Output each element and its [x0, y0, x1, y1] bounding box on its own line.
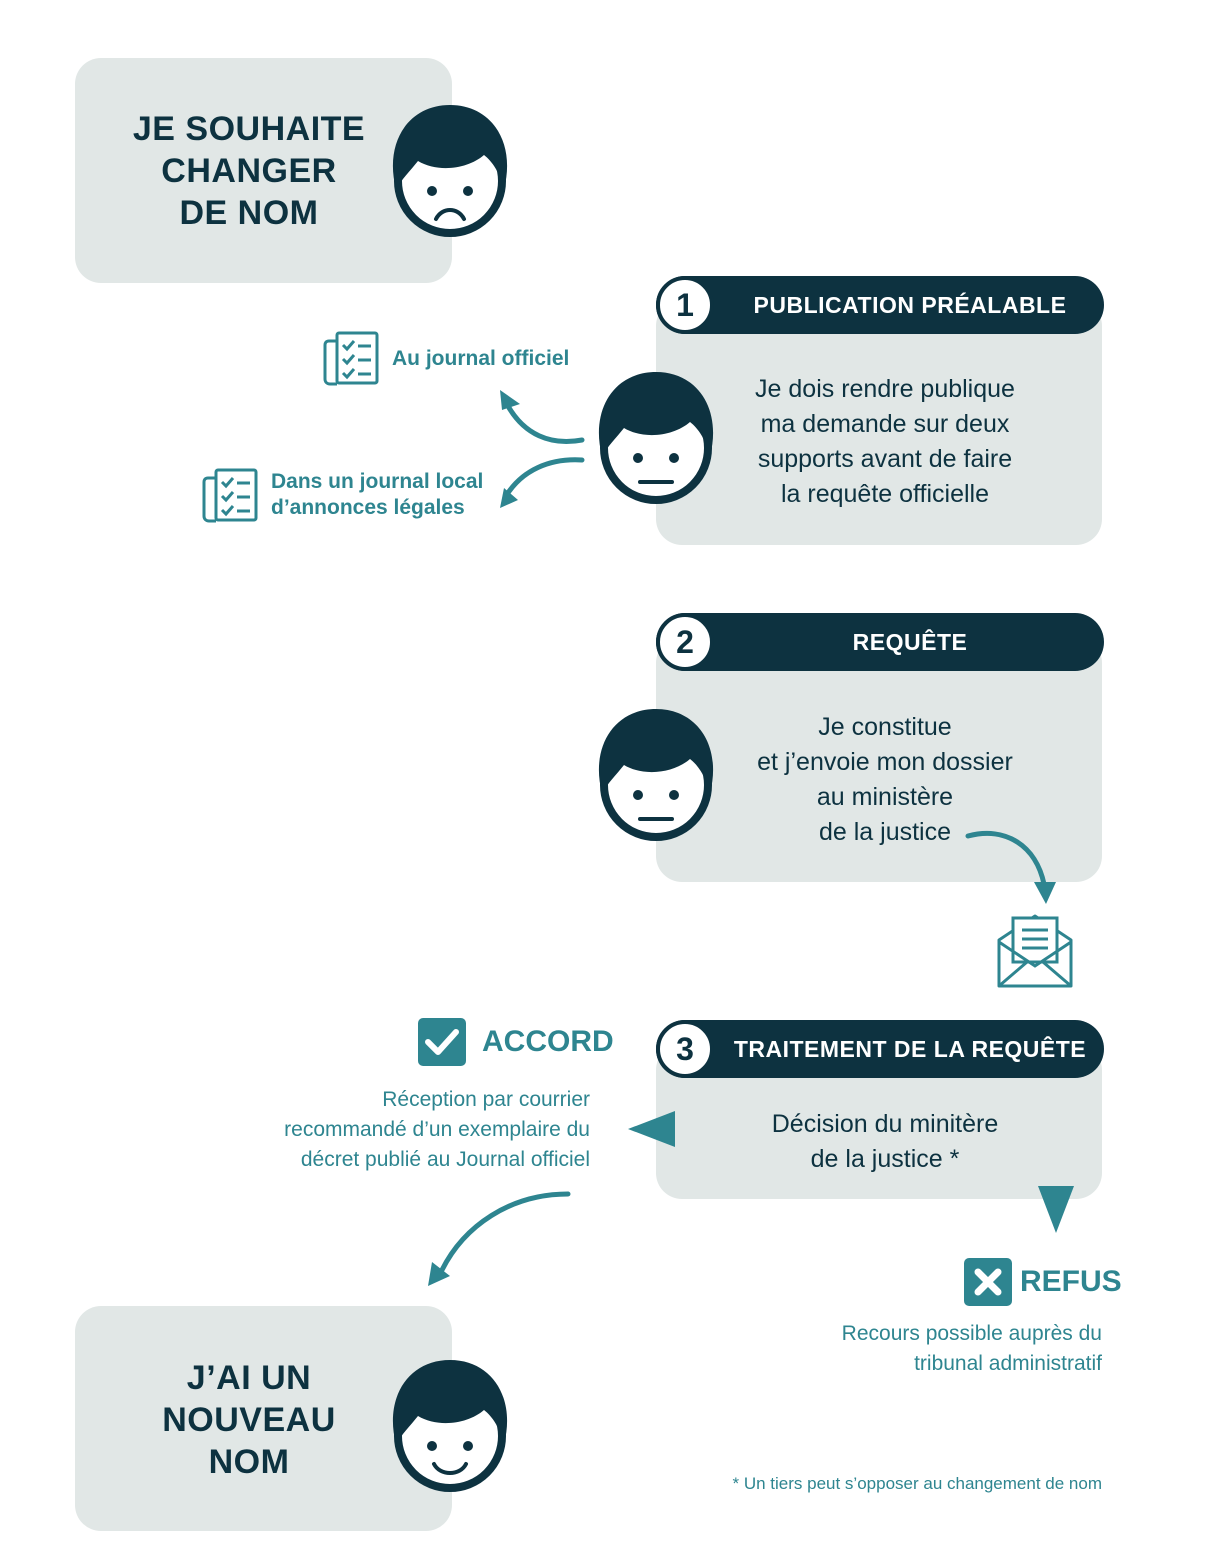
step-1-number: 1	[656, 276, 714, 334]
happy-face-icon	[388, 1358, 512, 1498]
refus-line: Recours possible auprès du	[841, 1322, 1102, 1345]
step-1-line: Je dois rendre publique	[755, 375, 1015, 403]
start-title-line: DE NOM	[179, 194, 319, 232]
end-title-line: J’AI UN	[186, 1359, 312, 1397]
step-2-line: Je constitue	[818, 713, 952, 741]
step-3-line: de la justice *	[810, 1145, 960, 1173]
triangle-down-icon	[1038, 1186, 1074, 1234]
end-title-line: NOM	[208, 1443, 290, 1481]
sad-face-icon	[388, 103, 512, 243]
support-label-line: Dans un journal local	[271, 470, 484, 493]
step-2-line: au ministère	[816, 783, 954, 811]
step-2-title: REQUÊTE	[852, 629, 968, 655]
step-1-line: ma demande sur deux	[760, 410, 1010, 438]
accord-text	[230, 1085, 590, 1175]
step-3-line: Décision du minitère	[771, 1110, 999, 1138]
step-3-header	[656, 1020, 1104, 1078]
accord-line: recommandé d’un exemplaire du	[284, 1118, 590, 1141]
neutral-face-icon	[594, 370, 718, 510]
support-label-line: d’annonces légales	[271, 496, 465, 519]
end-title	[110, 1357, 388, 1483]
step-3-title: TRAITEMENT DE LA REQUÊTE	[733, 1036, 1087, 1062]
neutral-face-icon	[594, 707, 718, 847]
start-title-line: CHANGER	[161, 152, 337, 190]
step-1-title: PUBLICATION PRÉALABLE	[753, 292, 1067, 318]
refus-line: tribunal administratif	[914, 1352, 1102, 1375]
checklist-icon	[202, 468, 260, 524]
footnote: * Un tiers peut s’opposer au changement de nom	[732, 1474, 1102, 1493]
step-1-text	[720, 372, 1050, 512]
arrow-icon	[966, 826, 1066, 916]
cross-icon	[964, 1258, 1012, 1306]
accord-label: ACCORD	[482, 1025, 614, 1058]
accord-line: Réception par courrier	[382, 1088, 590, 1111]
refus-label: REFUS	[1020, 1265, 1122, 1298]
step-2-line: de la justice	[818, 818, 952, 846]
refus-text	[760, 1319, 1102, 1379]
support-journal-local	[271, 469, 483, 521]
accord-line: décret publié au Journal officiel	[300, 1148, 590, 1171]
step-3-number: 3	[656, 1020, 714, 1078]
checkmark-icon	[418, 1018, 466, 1066]
start-title	[110, 108, 388, 234]
envelope-icon	[995, 910, 1075, 990]
step-2-header	[656, 613, 1104, 671]
step-1-header	[656, 276, 1104, 334]
step-2-number: 2	[656, 613, 714, 671]
start-title-line: JE SOUHAITE	[132, 110, 366, 148]
support-label-line: Au journal officiel	[392, 347, 570, 370]
step-3-text	[720, 1107, 1050, 1177]
step-1-line: supports avant de faire	[757, 445, 1013, 473]
step-1-line: la requête officielle	[780, 480, 989, 508]
end-title-line: NOUVEAU	[162, 1401, 336, 1439]
arrow-icon	[490, 380, 600, 520]
step-2-line: et j’envoie mon dossier	[757, 748, 1013, 776]
arrow-icon	[420, 1186, 580, 1296]
triangle-left-icon	[628, 1111, 676, 1147]
checklist-icon	[323, 331, 381, 387]
support-journal-officiel	[392, 346, 569, 372]
